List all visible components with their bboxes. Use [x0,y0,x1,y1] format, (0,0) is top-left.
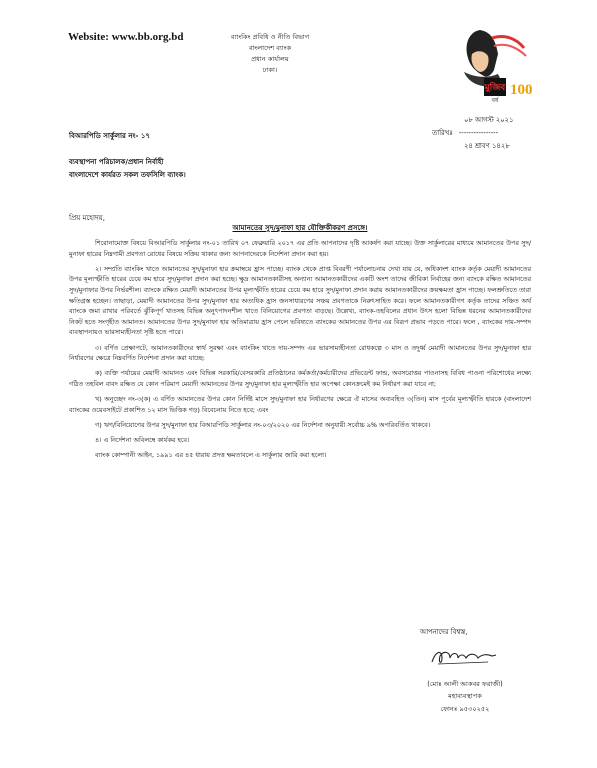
department-name: ব্যাংকিং প্রবিধি ও নীতি বিভাগ [230,33,310,41]
svg-text:মুজিব: মুজিব [484,83,506,93]
city-name: ঢাকা। [262,66,278,74]
recipient-line-1: ব্যবস্থাপনা পরিচালক/প্রধান নির্বাহী [69,158,164,166]
subject-line [69,222,531,234]
signatory-name: (মোঃ আলী আকবর ফরাজী) [427,680,503,688]
signatory-designation: মহাব্যবস্থাপক [448,692,482,701]
letter-body [69,238,531,465]
date-label: তারিখঃ [432,129,453,137]
signatory-phone: ফোনঃ ৯৫৩০২৫২ [440,704,490,713]
svg-text:বর্ষ: বর্ষ [491,97,499,104]
recipient-line-2: বাংলাদেশে কার্যরত সকল তফসিলি ব্যাংক। [69,171,186,179]
greeting: প্রিয় মহোদয়, [69,214,106,222]
letterhead [205,32,335,76]
paragraph-3: ৩। বর্ণিত প্রেক্ষাপটে, আমানতকারীদের স্বার্থ সুরক্ষা এবং ব্যাংকিং খাতে দায়-সম্পদ এর ভারসাম্যহীনতা রোধকল্পে ৩ মাস ও তদুর্ধ্ব মেয়াদী আমানতের উপর সুদ/মুনাফা হার নির্ধারণের ক্ষেত্রে নিম্নবর্ণিত নির্দেশনা প্রদান করা যাচ্ছে: [69,343,531,363]
paragraph-3b: খ) অনুচ্ছেদ নং-৩(ক) এ বর্ণিত আমানতের উপর কোন নির্দিষ্ট মাসে সুদ/মুনাফা হার নির্ধারণের ক্ষেত্রে ঐ মাসের অব্যবহিত ৩(তিন) মাস পূর্বের মূল্যস্ফীতি হারকে (বাংলাদেশ ব্যাংকের ওয়েবসাইটে প্রকাশিত ১২ মাস ভিত্তিক গড়) বিবেচনায় নিতে হবে; এবং [69,395,531,414]
date-bangla: ২৪ শ্রাবণ ১৪২৮ [464,142,510,150]
website-url: Website: www.bb.org.bd [68,31,184,43]
signature-image [428,646,500,668]
subject-text: আমানতের সুদ/মুনাফা হার যৌক্তিকীকরণ প্রসঙ্গে। [232,224,368,232]
bank-name: বাংলাদেশ ব্যাংক [248,44,292,52]
paragraph-2: ২। সম্প্রতি ব্যাংকিং খাতে আমানতের সুদ/মুনাফা হার ক্রমাম্বয়ে হ্রাস পাচ্ছে। ব্যাংক থেকে প্রাপ্ত বিবরণী পর্যালোচনায় দেখা যায় যে, অধিকাংশ ব্যাংক কর্তৃক মেয়াদী আমানতের উপর মূল্যস্ফীতি হারের চেয়ে কম হারে সুদ/মুনাফা প্রদান করা হচ্ছে। ক্ষুদ্র আমানতকারীসহ অন্যান্য আমানতকারীদের একটি অংশ তাদের জীবিকা নির্বাহের জন্য ব্যাংকে রক্ষিত আমানতের সুদ/মুনাফার উপর নির্ভরশীল। ব্যাংকে রক্ষিত মেয়াদী আমানতের উপর মূল্যস্ফীতি হারের চেয়ে কম হারে সুদ/মুনাফা প্রদান করায় আমানতকারীদের ক্রয়ক্ষমতা হ্রাস পাচ্ছে। ফলশ্রুতিতে তারা ক্ষতিগ্রস্ত হচ্ছেন। তাছাড়া, মেয়াদী আমানতের উপর সুদ/মুনাফা হার অত্যধিক হ্রাস জনসাধারণের সঞ্চয় প্রবণতাকে নিরুৎসাহিত করে। ফলে আমানতকারীগণ কর্তৃক তাদের সঞ্চিত অর্থ ব্যাংকে জমা রাখার পরিবর্তে ঝুঁকিপূর্ণ খাতসহ বিভিন্ন অনুৎপাদনশীল খাতে বিনিয়োগের প্রবণতা বাড়ছে। উল্লেখ্য, ব্যাংক-তহবিলের প্রধান উৎস হলো বিভিন্ন ধরনের আমানতকারীদের নিকট হতে সংগৃহীত আমানত। আমানতের উপর সুদ/মুনাফা হার অতিমাত্রায় হ্রাস পেলে ভবিষ্যতে ব্যাংকের আমানতের উপর এর বিরূপ প্রভাব পড়তে পারে। ফলে , ব্যাংকের দায়-সম্পদ ব্যবস্থাপনায়ও ভারসাম্যহীনতা সৃষ্টি হতে পারে। [69,264,531,337]
office-name: প্রধান কার্যালয় [251,55,289,63]
date-block [432,114,552,153]
signature-block [400,678,530,715]
date-row [432,127,552,140]
paragraph-1: শিরোনামোক্ত বিষয়ে বিআরপিডি সার্কুলার নং-০১ তারিখ ০৭ ফেব্রুয়ারি ২০১৭ এর প্রতি আপনাদের দৃষ্টি আকর্ষণ করা যাচ্ছে। উক্ত সার্কুলারের মাধ্যমে আমানতের উপর সুদ/মুনাফা হারের নিম্নগামী প্রবণতা রোধের বিষয়ে সক্রিয় থাকার জন্য আপনাদেরকে নির্দেশনা প্রদান করা হয়। [69,239,531,258]
paragraph-4: ৪। এ নির্দেশনা অবিলম্বে কার্যকর হবে। [95,436,190,445]
date-dashes: ---------------- [458,129,499,137]
paragraph-3c: গ) ঋণ/বিনিয়োগের উপর সুদ/মুনাফা হার বিআরপিডি সার্কুলার নং-০৩/২০২০ এর নির্দেশনা অনুযায়ী সর্বোচ্চ ৯% অপরিবর্তিত থাকবে। [95,420,431,429]
circular-number: বিআরপিডি সার্কুলার নং- ১৭ [69,132,150,140]
recipient-block [69,156,186,182]
date-english: ০৮ আগস্ট ২০২১ [464,116,514,124]
svg-text:100: 100 [510,82,533,98]
mujib-borsho-logo [458,24,538,108]
closing-regards: আপনাদের বিশ্বস্ত, [420,628,468,636]
paragraph-3a: ক) ব্যক্তি পর্যায়ের মেয়াদী আমানত এবং বিভিন্ন সরকারি/বেসরকারি প্রতিষ্ঠানের কর্মকর্তা/কর্মচারীদের প্রভিডেন্ট ফান্ড, অবসরোত্তর পাওনাসহ বিবিধ পাওনা পরিশোধের লক্ষ্যে গঠিত তহবিল বাবদ রক্ষিত যে কোন পরিমাণ মেয়াদী আমানতের উপর সুদ/মুনাফা হার মূল্যস্ফীতি হার অপেক্ষা কোনক্রমেই কম নির্ধারণ করা যাবে না; [69,369,531,388]
paragraph-5: ব্যাংক কোম্পানী আইন, ১৯৯১ এর ৪৫ ধারায় প্রদত্ত ক্ষমতাবলে এ সার্কুলার জারি করা হলো। [95,451,327,460]
